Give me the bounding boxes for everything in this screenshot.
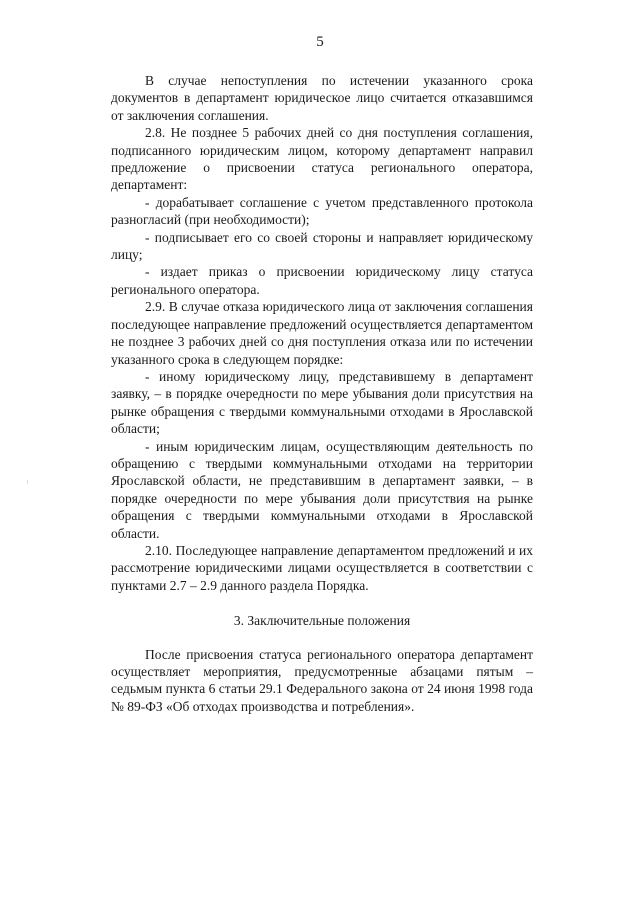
paragraph-2-9: 2.9. В случае отказа юридического лица от заключения соглашения последующее направление предложений осуществляется департаментом не позднее 3 рабочих дней со дня поступления отказа или по истечении указанного срока в следующем порядке:	[111, 299, 533, 367]
page-number: 5	[316, 34, 324, 50]
list-item-sign: - подписывает его со своей стороны и направляет юридическому лицу;	[111, 229, 533, 263]
paragraph-2-10: 2.10. Последующее направление департаментом предложений и их рассмотрение юридическими лицами осуществляется в соответствии с пунктами 2.7 – 2.9 данного раздела Порядка.	[111, 542, 533, 593]
list-item-other-entity: - иному юридическому лицу, представившему в департамент заявку, – в порядке очередности по мере убывания доли присутствия на рынке обращения с твердыми коммунальными отходами в Ярославской области;	[111, 368, 533, 437]
list-item-order: - издает приказ о присвоении юридическому лицу статуса регионального оператора.	[111, 264, 533, 297]
list-item-other-entities: - иным юридическим лицам, осуществляющим деятельность по обращению с твердыми коммунальными отходами на территории Ярославской области, не представившим в департамент заявки, – в порядке очередности по мере убывания доли присутствия на рынке обращения с твердыми коммунальными отходами в Ярославской области.	[111, 438, 533, 541]
list-item-protocol: - дорабатывает соглашение с учетом представленного протокола разногласий (при необходимости);	[111, 194, 533, 228]
paragraph-documents-deadline: В случае непоступления по истечении указанного срока документов в департамент юридическое лицо считается отказавшимся от заключения соглашения.	[111, 73, 533, 123]
final-paragraph: После присвоения статуса регионального оператора департамент осуществляет мероприятия, предусмотренные абзацами пятым – седьмым пункта 6 статьи 29.1 Федерального закона от 24 июня 1998 года № 89-ФЗ «Об отходах производства и потребления».	[111, 646, 533, 714]
scan-artifact	[27, 480, 28, 484]
document-body	[111, 72, 533, 715]
paragraph-2-8: 2.8. Не позднее 5 рабочих дней со дня поступления соглашения, подписанного юридическим лицом, которому департамент направил предложение о присвоении статуса регионального оператора, департамент:	[111, 125, 533, 193]
section-heading: 3. Заключительные положения	[233, 613, 411, 629]
